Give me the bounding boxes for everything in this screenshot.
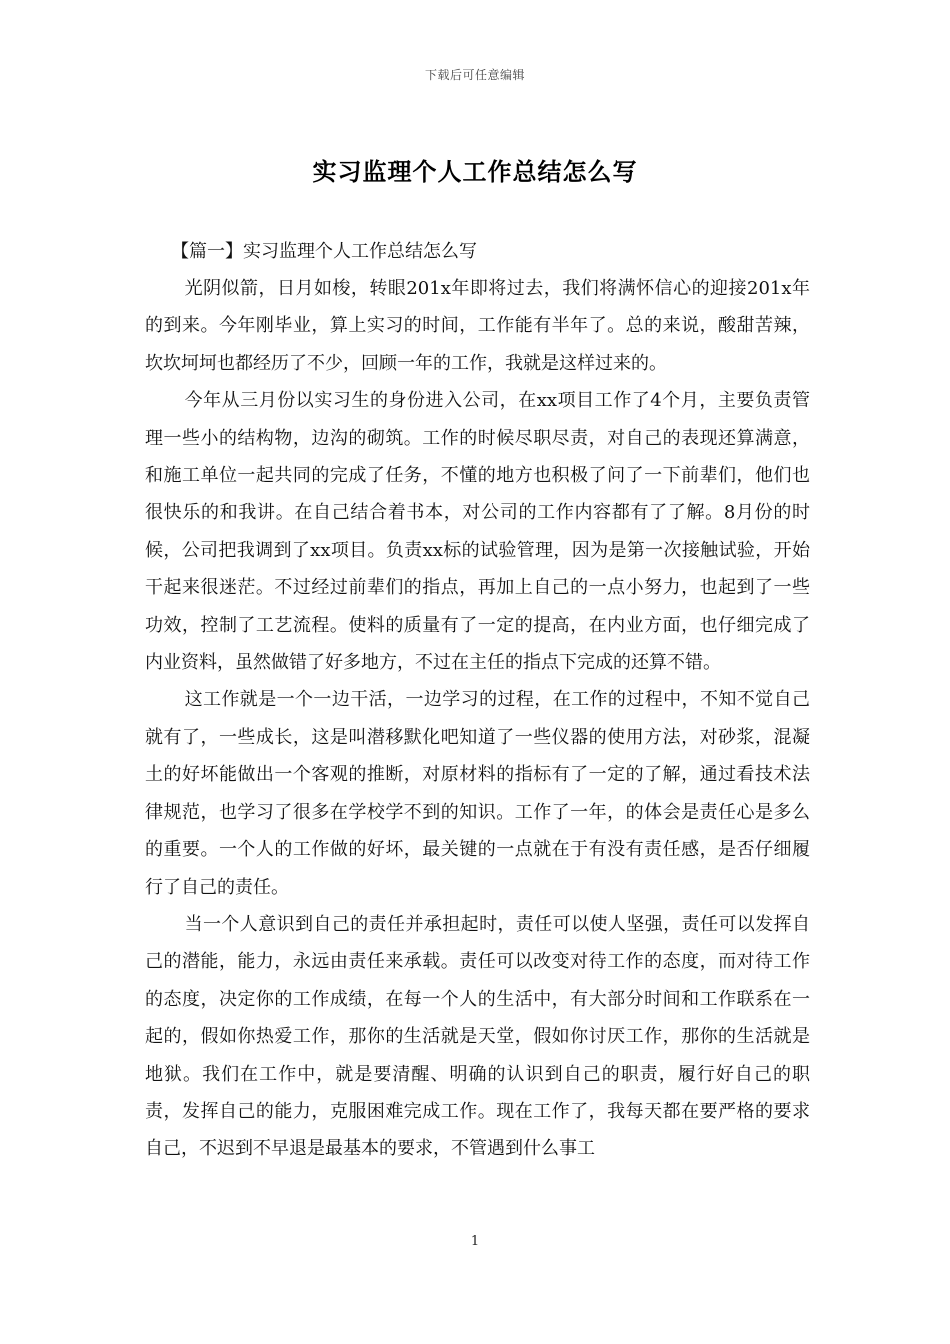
paragraph-3: 这工作就是一个一边干活，一边学习的过程，在工作的过程中，不知不觉自己就有了，一些成长，这是叫潜移默化吧知道了一些仪器的使用方法，对砂浆，混凝土的好坏能做出一个客观的推断，对原材料的指标有了一定的了解，通过看技术法律规范，也学习了很多在学校学不到的知识。工作了一年，的体会是责任心是多么的重要。一个人的工作做的好坏，最关键的一点就在于有没有责任感，是否仔细履行了自己的责任。 [145, 689, 810, 898]
header-note: 下载后可任意编辑 [424, 68, 525, 82]
section-heading: 【篇一】实习监理个人工作总结怎么写 [171, 241, 477, 262]
page-number: 1 [470, 1234, 480, 1249]
paragraph-2: 今年从三月份以实习生的身份进入公司，在xx项目工作了4个月，主要负责管理一些小的结构物，边沟的砌筑。工作的时候尽职尽责，对自己的表现还算满意，和施工单位一起共同的完成了任务，不懂的地方也积极了问了一下前辈们，他们也很快乐的和我讲。在自己结合着书本，对公司的工作内容都有了了解。8月份的时候，公司把我调到了xx项目。负责xx标的试验管理，因为是第一次接触试验，开始干起来很迷茫。不过经过前辈们的指点，再加上自己的一点小努力，也起到了一些功效，控制了工艺流程。使料的质量有了一定的提高，在内业方面，也仔细完成了内业资料，虽然做错了好多地方，不过在主任的指点下完成的还算不错。 [145, 390, 810, 674]
paragraph-4: 当一个人意识到自己的责任并承担起时，责任可以使人坚强，责任可以发挥自己的潜能，能力，永远由责任来承载。责任可以改变对待工作的态度，而对待工作的态度，决定你的工作成绩，在每一个人的生活中，有大部分时间和工作联系在一起的，假如你热爱工作，那你的生活就是天堂，假如你讨厌工作，那你的生活就是地狱。我们在工作中，就是要清醒、明确的认识到自己的职责，履行好自己的职责，发挥自己的能力，克服困难完成工作。现在工作了，我每天都在要严格的要求自己，不迟到不早退是最基本的要求，不管遇到什么事工 [145, 913, 810, 1160]
document-body [145, 233, 810, 1168]
document-title: 实习监理个人工作总结怎么写 [312, 157, 638, 186]
paragraph-1: 光阴似箭，日月如梭，转眼201x年即将过去，我们将满怀信心的迎接201x年的到来。今年刚毕业，算上实习的时间，工作能有半年了。总的来说，酸甜苦辣，坎坎坷坷也都经历了不少，回顾一年的工作，我就是这样过来的。 [145, 278, 810, 374]
